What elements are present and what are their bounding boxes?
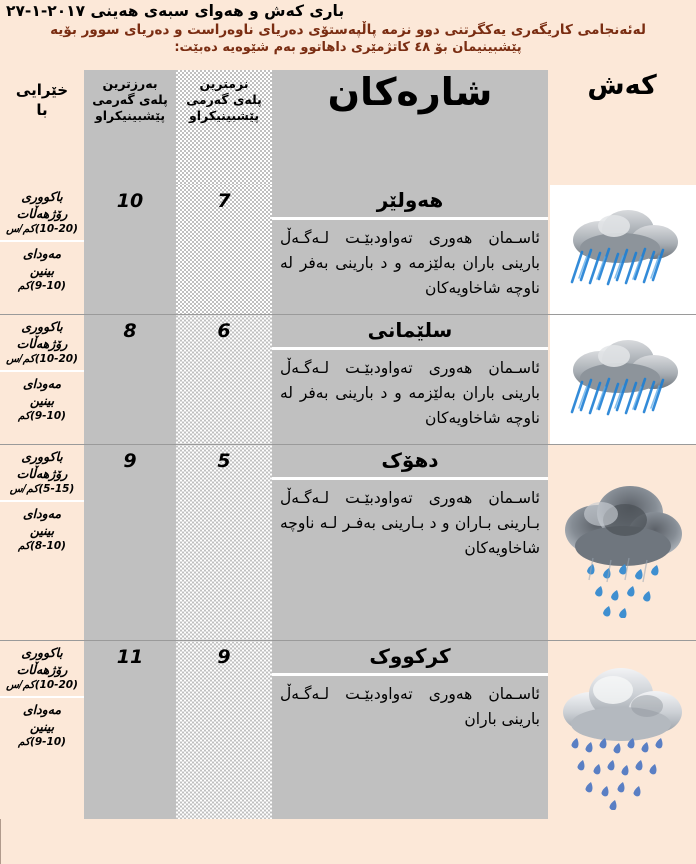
table-header-row xyxy=(0,70,696,185)
city-description: ئاسـمان هەوری تەواودبێـت لـەگـەڵ بارینی باران بەلێزمە و د بارینی بەفر لە ناوچە شاخاویەکان xyxy=(280,359,540,427)
heavy-rain-cloud-icon xyxy=(550,315,696,444)
wind-cell xyxy=(0,445,84,641)
max-temp-value: 10 xyxy=(84,185,176,315)
wind-speed-value: (5-15)کم/س xyxy=(9,483,75,495)
wind-direction-box xyxy=(0,445,84,500)
visibility-value: (8-10)کم xyxy=(18,540,66,552)
visibility-label-line1: مەودای xyxy=(22,506,62,521)
min-temp-header-line3: پێشبینیکراو xyxy=(188,108,260,123)
column-header-min-temp xyxy=(176,70,272,185)
wind-direction-label: باکووری رۆژهەڵات xyxy=(16,189,68,221)
city-name: هەولێر xyxy=(272,185,548,220)
min-temp-value: 6 xyxy=(176,315,272,445)
city-name: دهۆک xyxy=(272,445,548,480)
weather-icon-cell xyxy=(548,641,696,820)
visibility-label-line2: بینین xyxy=(29,263,55,278)
weather-icon-cell xyxy=(548,185,696,315)
wind-cell xyxy=(0,315,84,445)
city-name: سلێمانی xyxy=(272,315,548,350)
wind-header-line1: خێرایی xyxy=(15,81,69,99)
wind-speed-value: (10-20)کم/س xyxy=(6,353,78,365)
visibility-box xyxy=(0,370,84,427)
visibility-value: (9-10)کم xyxy=(18,736,66,748)
wind-cell xyxy=(0,641,84,820)
max-temp-value: 9 xyxy=(84,445,176,641)
page-subtitle-line1: لەئەنجامی کاریگەری یەکگرتنی دوو نزمه پاڵپەستۆی دەریای ناوەراست و دەریای سوور بۆیە xyxy=(50,22,646,38)
visibility-box xyxy=(0,696,84,753)
visibility-label-line2: بینین xyxy=(29,719,55,734)
city-cell xyxy=(272,185,548,315)
visibility-value: (9-10)کم xyxy=(18,410,66,422)
page-header-banner xyxy=(0,0,696,59)
min-temp-header-line1: نزمترین xyxy=(199,76,249,91)
wind-speed-value: (10-20)کم/س xyxy=(6,679,78,691)
wind-header-line2: با xyxy=(36,101,48,119)
column-header-max-temp xyxy=(84,70,176,185)
visibility-box xyxy=(0,240,84,297)
column-header-weather: کەش xyxy=(548,70,696,185)
weather-icon-cell xyxy=(548,445,696,641)
min-temp-value: 7 xyxy=(176,185,272,315)
column-header-cities: شارەکان xyxy=(272,70,548,185)
max-temp-value: 8 xyxy=(84,315,176,445)
column-header-wind xyxy=(0,70,84,185)
city-description: ئاسـمان هەوری تەواودبێـت لـەگـەڵ بـارینی بـاران و د بـارینی بەفـر لـە ناوچە شاخاویەکان xyxy=(280,489,540,557)
wind-direction-label: باکووری رۆژهەڵات xyxy=(16,449,68,481)
dark-storm-cloud-rain-icon xyxy=(550,445,696,640)
wind-cell xyxy=(0,185,84,315)
visibility-box xyxy=(0,500,84,557)
visibility-label-line2: بینین xyxy=(29,393,55,408)
wind-speed-value: (10-20)کم/س xyxy=(6,223,78,235)
min-temp-value: 5 xyxy=(176,445,272,641)
weather-icon-cell xyxy=(548,315,696,445)
page-title: باری کەش و هەوای سبەی هەینی ٢٠١٧-١-٢٧ xyxy=(6,2,345,20)
max-temp-header-line3: پێشبینیکراو xyxy=(94,108,166,123)
weather-forecast-table xyxy=(0,70,696,819)
city-cell xyxy=(272,315,548,445)
min-temp-header-line2: پلەی گەرمی xyxy=(186,92,262,107)
visibility-label-line1: مەودای xyxy=(22,702,62,717)
heavy-rain-cloud-icon xyxy=(550,185,696,314)
table-row xyxy=(0,185,696,315)
city-description: ئاسـمان هەوری تەواودبێـت لـەگـەڵ بارینی باران بەلێزمە و د بارینی بەفر لە ناوچە شاخاویەکان xyxy=(280,229,540,297)
wind-direction-label: باکووری رۆژهەڵات xyxy=(16,645,68,677)
city-cell xyxy=(272,445,548,641)
page-subtitle-line2: پێشبینیمان بۆ ٤٨ کاتژمێری داهاتوو بەم شێوەیە دەبێت: xyxy=(174,40,522,55)
city-name: کرکووک xyxy=(272,641,548,676)
city-description: ئاسـمان هەوری تەواودبێـت لـەگـەڵ بارینی باران xyxy=(280,685,540,728)
wind-direction-box xyxy=(0,315,84,370)
max-temp-header-line1: بەرزترین xyxy=(102,76,158,91)
wind-direction-label: باکووری رۆژهەڵات xyxy=(16,319,68,351)
max-temp-value: 11 xyxy=(84,641,176,820)
visibility-label-line2: بینین xyxy=(29,523,55,538)
wind-direction-box xyxy=(0,641,84,696)
visibility-label-line1: مەودای xyxy=(22,376,62,391)
wind-direction-box xyxy=(0,185,84,240)
max-temp-header-line2: پلەی گەرمی xyxy=(92,92,168,107)
visibility-value: (9-10)کم xyxy=(18,280,66,292)
table-row xyxy=(0,445,696,641)
table-body xyxy=(0,185,696,819)
rain-drops-cloud-icon xyxy=(550,641,696,819)
visibility-label-line1: مەودای xyxy=(22,246,62,261)
min-temp-value: 9 xyxy=(176,641,272,820)
city-cell xyxy=(272,641,548,820)
table-row xyxy=(0,641,696,820)
table-row xyxy=(0,315,696,445)
